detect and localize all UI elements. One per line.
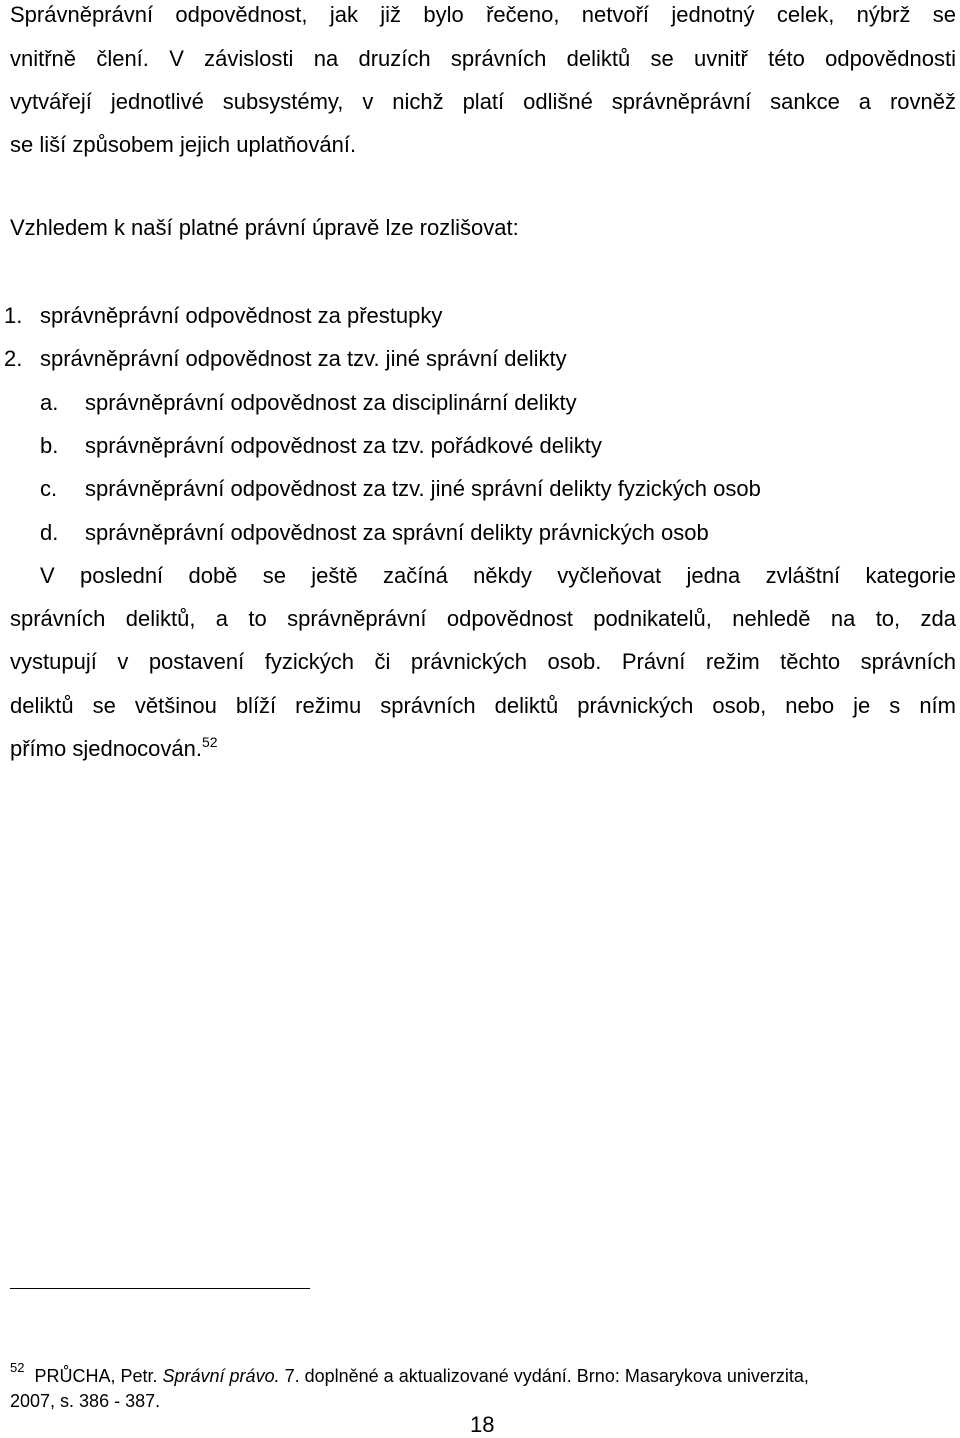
paragraph-2-line-1: V poslední době se ještě začíná někdy vyčleňovat jedna zvláštní kategorie (40, 563, 956, 588)
paragraph-2-last-text: přímo sjednocován. (10, 736, 202, 761)
footnote-reference[interactable]: 52 (202, 734, 218, 750)
sublist-item-c: správněprávní odpovědnost za tzv. jiné správní delikty fyzických osob (85, 476, 761, 501)
footnote-publication: 7. doplněné a aktualizované vydání. Brno: Masarykova univerzita, (284, 1366, 809, 1386)
list-marker-2: 2. (4, 346, 23, 371)
paragraph-2-line-5 (10, 734, 218, 761)
page-number: 18 (470, 1412, 495, 1437)
paragraph-1-line-3: vytvářejí jednotlivé subsystémy, v nichž platí odlišné správněprávní sankce a rovněž (10, 89, 956, 114)
sublist-marker-d: d. (40, 520, 59, 545)
sublist-item-b: správněprávní odpovědnost za tzv. pořádkové delikty (85, 433, 602, 458)
sublist-item-a: správněprávní odpovědnost za disciplinární delikty (85, 390, 577, 415)
sublist-marker-a: a. (40, 390, 59, 415)
footnote-divider (10, 1288, 310, 1289)
paragraph-1-line-4: se liší způsobem jejich uplatňování. (10, 132, 357, 157)
list-item-2: správněprávní odpovědnost za tzv. jiné správní delikty (40, 346, 567, 371)
list-item-1: správněprávní odpovědnost za přestupky (40, 303, 443, 328)
paragraph-2-line-4: deliktů se většinou blíží režimu správních deliktů právnických osob, nebo je s ním (10, 693, 956, 718)
paragraph-1-line-1: Správněprávní odpovědnost, jak již bylo řečeno, netvoří jednotný celek, nýbrž se (10, 2, 956, 27)
sublist-marker-c: c. (40, 476, 58, 501)
footnote-line-2: 2007, s. 386 - 387. (10, 1391, 161, 1411)
list-intro: Vzhledem k naší platné právní úpravě lze rozlišovat: (10, 215, 519, 240)
paragraph-1-line-2: vnitřně člení. V závislosti na druzích správních deliktů se uvnitř této odpovědnosti (10, 46, 956, 71)
footnote-author: PRŮCHA, Petr. (34, 1366, 158, 1386)
paragraph-2-line-3: vystupují v postavení fyzických či právnických osob. Právní režim těchto správních (10, 649, 956, 674)
footnote-title: Správní právo. (162, 1366, 280, 1386)
paragraph-2-line-2: správních deliktů, a to správněprávní odpovědnost podnikatelů, nehledě na to, zda (10, 606, 956, 631)
footnote-number: 52 (10, 1360, 25, 1375)
list-marker-1: 1. (4, 303, 23, 328)
footnote-line-1 (10, 1360, 809, 1386)
sublist-item-d: správněprávní odpovědnost za správní delikty právnických osob (85, 520, 709, 545)
sublist-marker-b: b. (40, 433, 59, 458)
